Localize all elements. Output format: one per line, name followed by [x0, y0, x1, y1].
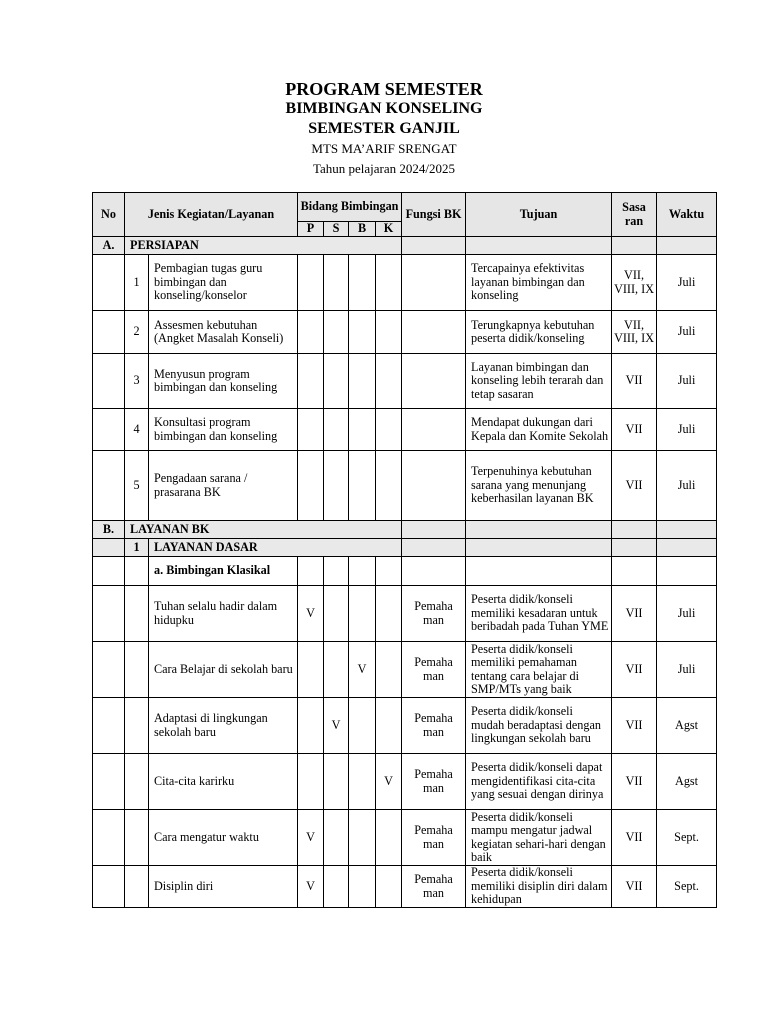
row-no: 5	[125, 451, 149, 521]
row-s	[324, 810, 349, 866]
row-k	[376, 586, 402, 642]
row-kegiatan: Konsultasi program bimbingan dan konseling	[149, 409, 298, 451]
row-tujuan: Layanan bimbingan dan konseling lebih terarah dan tetap sasaran	[466, 354, 612, 409]
row-b	[349, 866, 376, 908]
table-row	[93, 409, 717, 451]
row-k	[376, 698, 402, 754]
row-p: V	[298, 586, 324, 642]
row-s	[324, 586, 349, 642]
row-kegiatan: Menyusun program bimbingan dan konseling	[149, 354, 298, 409]
row-sasaran: VII	[612, 642, 657, 698]
row-sasaran: VII	[612, 586, 657, 642]
row-s: V	[324, 698, 349, 754]
row-tujuan: Peserta didik/konseli memiliki disiplin diri dalam kehidupan	[466, 866, 612, 908]
row-tujuan: Peserta didik/konseli memiliki kesadaran untuk beribadah pada Tuhan YME	[466, 586, 612, 642]
layanan-dasar-label: LAYANAN DASAR	[149, 539, 402, 557]
table-row	[93, 642, 717, 698]
row-waktu: Juli	[657, 451, 717, 521]
row-fungsi: Pemaha man	[402, 698, 466, 754]
row-waktu: Agst	[657, 754, 717, 810]
row-fungsi: Pemaha man	[402, 586, 466, 642]
row-fungsi: Pemaha man	[402, 810, 466, 866]
row-waktu: Juli	[657, 354, 717, 409]
row-waktu: Juli	[657, 409, 717, 451]
header-p: P	[298, 222, 324, 237]
row-tujuan: Mendapat dukungan dari Kepala dan Komite Sekolah	[466, 409, 612, 451]
document-title: PROGRAM SEMESTER	[285, 79, 483, 99]
document-subtitle-semester: SEMESTER GANJIL	[308, 120, 460, 137]
row-sasaran: VII	[612, 810, 657, 866]
row-b	[349, 754, 376, 810]
document-header	[0, 80, 768, 179]
row-b	[349, 586, 376, 642]
program-table	[92, 192, 717, 908]
table-row	[93, 255, 717, 311]
row-tujuan: Tercapainya efektivitas layanan bimbingan dan konseling	[466, 255, 612, 311]
table-row	[93, 586, 717, 642]
row-kegiatan: Adaptasi di lingkungan sekolah baru	[149, 698, 298, 754]
row-sasaran: VII, VIII, IX	[612, 255, 657, 311]
row-b	[349, 810, 376, 866]
row-sasaran: VII, VIII, IX	[612, 311, 657, 354]
row-no: 1	[125, 255, 149, 311]
row-tujuan: Peserta didik/konseli mampu mengatur jadwal kegiatan sehari-hari dengan baik	[466, 810, 612, 866]
row-tujuan: Peserta didik/konseli memiliki pemahaman tentang cara belajar di SMP/MTs yang baik	[466, 642, 612, 698]
row-tujuan: Peserta didik/konseli mudah beradaptasi dengan lingkungan sekolah baru	[466, 698, 612, 754]
row-fungsi: Pemaha man	[402, 866, 466, 908]
row-p: V	[298, 866, 324, 908]
section-b-row	[93, 521, 717, 539]
row-sasaran: VII	[612, 451, 657, 521]
row-no: 4	[125, 409, 149, 451]
row-b	[349, 698, 376, 754]
row-kegiatan: Pengadaan sarana / prasarana BK	[149, 451, 298, 521]
row-no: 2	[125, 311, 149, 354]
row-waktu: Sept.	[657, 866, 717, 908]
row-kegiatan: Disiplin diri	[149, 866, 298, 908]
header-sasaran: Sasa ran	[612, 193, 657, 237]
section-b-no: B.	[93, 521, 125, 539]
header-jenis: Jenis Kegiatan/Layanan	[125, 193, 298, 237]
row-kegiatan: Cita-cita karirku	[149, 754, 298, 810]
section-b-label: LAYANAN BK	[125, 521, 402, 539]
row-k	[376, 866, 402, 908]
header-b: B	[349, 222, 376, 237]
header-k: K	[376, 222, 402, 237]
row-sasaran: VII	[612, 698, 657, 754]
row-kegiatan: Assesmen kebutuhan (Angket Masalah Konseli)	[149, 311, 298, 354]
row-k	[376, 642, 402, 698]
row-fungsi: Pemaha man	[402, 642, 466, 698]
row-sasaran: VII	[612, 754, 657, 810]
row-waktu: Sept.	[657, 810, 717, 866]
row-s	[324, 866, 349, 908]
table-row	[93, 754, 717, 810]
row-s	[324, 754, 349, 810]
section-a-label: PERSIAPAN	[125, 237, 402, 255]
row-sasaran: VII	[612, 866, 657, 908]
row-s	[324, 642, 349, 698]
row-kegiatan: Tuhan selalu hadir dalam hidupku	[149, 586, 298, 642]
row-sasaran: VII	[612, 409, 657, 451]
table-row	[93, 354, 717, 409]
row-p	[298, 642, 324, 698]
layanan-dasar-row	[93, 539, 717, 557]
row-k	[376, 810, 402, 866]
row-tujuan: Peserta didik/konseli dapat mengidentifikasi cita-cita yang sesuai dengan dirinya	[466, 754, 612, 810]
header-tujuan: Tujuan	[466, 193, 612, 237]
row-waktu: Juli	[657, 311, 717, 354]
row-kegiatan: Cara Belajar di sekolah baru	[149, 642, 298, 698]
row-p: V	[298, 810, 324, 866]
row-tujuan: Terungkapnya kebutuhan peserta didik/konseling	[466, 311, 612, 354]
header-no: No	[93, 193, 125, 237]
header-waktu: Waktu	[657, 193, 717, 237]
table-row	[93, 311, 717, 354]
row-waktu: Agst	[657, 698, 717, 754]
row-b: V	[349, 642, 376, 698]
header-fungsi: Fungsi BK	[402, 193, 466, 237]
section-a-row	[93, 237, 717, 255]
row-kegiatan: Cara mengatur waktu	[149, 810, 298, 866]
layanan-dasar-no: 1	[125, 539, 149, 557]
row-waktu: Juli	[657, 586, 717, 642]
table-row	[93, 451, 717, 521]
row-tujuan: Terpenuhinya kebutuhan sarana yang menunjang keberhasilan layanan BK	[466, 451, 612, 521]
table-row	[93, 810, 717, 866]
row-p	[298, 754, 324, 810]
academic-year: Tahun pelajaran 2024/2025	[312, 161, 456, 176]
row-k: V	[376, 754, 402, 810]
klasikal-header-row	[93, 557, 717, 586]
row-sasaran: VII	[612, 354, 657, 409]
row-fungsi: Pemaha man	[402, 754, 466, 810]
row-no: 3	[125, 354, 149, 409]
table-row	[93, 698, 717, 754]
row-waktu: Juli	[657, 642, 717, 698]
table-row	[93, 866, 717, 908]
klasikal-label: a. Bimbingan Klasikal	[149, 557, 298, 586]
row-waktu: Juli	[657, 255, 717, 311]
header-s: S	[324, 222, 349, 237]
header-bidang: Bidang Bimbingan	[298, 193, 402, 222]
document-subtitle-bk: BIMBINGAN KONSELING	[285, 100, 483, 117]
school-name: MTS MA’ARIF SRENGAT	[311, 141, 457, 156]
row-p	[298, 698, 324, 754]
section-a-no: A.	[93, 237, 125, 255]
row-kegiatan: Pembagian tugas guru bimbingan dan konseling/konselor	[149, 255, 298, 311]
